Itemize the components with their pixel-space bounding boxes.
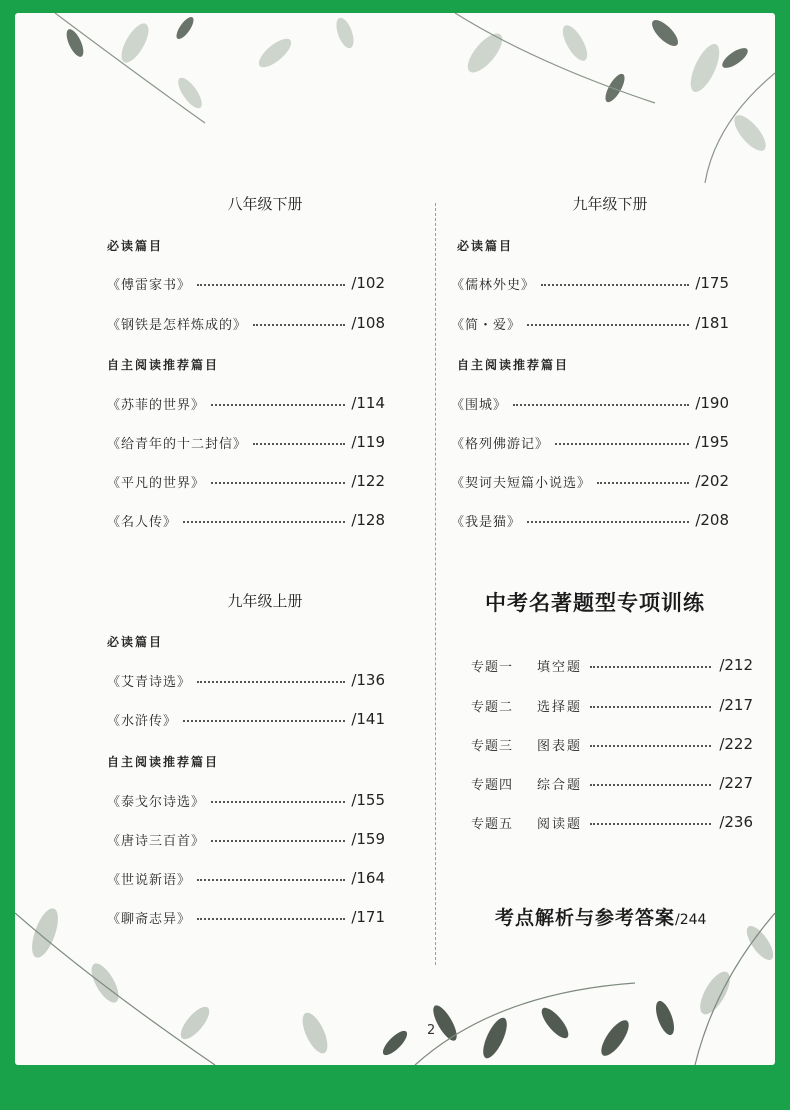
toc-item[interactable]: [451, 312, 729, 334]
toc-title: 《傅雷家书》: [107, 277, 192, 293]
toc-page: /102: [351, 274, 385, 292]
topic-item[interactable]: [471, 733, 753, 755]
toc-item[interactable]: [107, 708, 385, 730]
toc-title: 《儒林外史》: [451, 277, 536, 293]
required-label: 必读篇目: [107, 239, 164, 253]
dot-leader: [527, 521, 689, 523]
toc-page: /164: [351, 869, 385, 887]
page-number: 2: [427, 1023, 436, 1038]
toc-page: /190: [695, 394, 729, 412]
topic-number: 专题二: [471, 699, 514, 715]
topic-item[interactable]: [471, 694, 753, 716]
topic-item[interactable]: [471, 654, 753, 676]
dot-leader: [197, 918, 345, 920]
topic-item[interactable]: [471, 811, 753, 833]
required-label: 必读篇目: [457, 239, 514, 253]
answers-title: 考点解析与参考答案: [495, 907, 676, 929]
toc-page: /181: [695, 314, 729, 332]
toc-title: 《名人传》: [107, 514, 178, 530]
topic-name: 综合题: [537, 777, 583, 793]
toc-page: /122: [351, 472, 385, 490]
topic-name: 填空题: [537, 659, 583, 675]
toc-page: /119: [351, 433, 385, 451]
dot-leader: [211, 840, 345, 842]
topic-number: 专题三: [471, 738, 514, 754]
dot-leader: [541, 284, 689, 286]
dot-leader: [590, 745, 711, 747]
dot-leader: [597, 482, 689, 484]
toc-item[interactable]: [107, 867, 385, 889]
toc-page: /208: [695, 511, 729, 529]
recommended-label: 自主阅读推荐篇目: [107, 755, 220, 769]
toc-title: 《艾青诗选》: [107, 674, 192, 690]
section-heading-grade9-down: 九年级下册: [572, 195, 648, 213]
toc-title: 《聊斋志异》: [107, 911, 192, 927]
topic-item[interactable]: [471, 772, 753, 794]
toc-page: /141: [351, 710, 385, 728]
contents-page: [15, 13, 775, 1065]
toc-page: /114: [351, 394, 385, 412]
toc-item[interactable]: [107, 828, 385, 850]
toc-item[interactable]: [451, 431, 729, 453]
toc-item[interactable]: [451, 470, 729, 492]
dot-leader: [253, 324, 345, 326]
topic-page: /227: [719, 774, 753, 792]
dot-leader: [197, 681, 345, 683]
topic-number: 专题一: [471, 659, 514, 675]
toc-page: /136: [351, 671, 385, 689]
toc-item[interactable]: [451, 392, 729, 414]
toc-item[interactable]: [107, 669, 385, 691]
toc-item[interactable]: [451, 272, 729, 294]
column-divider: [435, 203, 436, 965]
topic-name: 阅读题: [537, 816, 583, 832]
leaf-decoration-top: [15, 13, 775, 203]
toc-title: 《我是猫》: [451, 514, 522, 530]
dot-leader: [253, 443, 345, 445]
topic-page: /222: [719, 735, 753, 753]
toc-title: 《平凡的世界》: [107, 475, 206, 491]
dot-leader: [183, 720, 345, 722]
dot-leader: [590, 823, 711, 825]
dot-leader: [183, 521, 345, 523]
toc-title: 《简・爱》: [451, 317, 522, 333]
toc-title: 《世说新语》: [107, 872, 192, 888]
dot-leader: [211, 404, 345, 406]
dot-leader: [555, 443, 689, 445]
dot-leader: [590, 706, 711, 708]
toc-page: /128: [351, 511, 385, 529]
dot-leader: [527, 324, 689, 326]
section-heading-grade8-down: 八年级下册: [227, 195, 303, 213]
recommended-label: 自主阅读推荐篇目: [107, 358, 220, 372]
toc-page: /195: [695, 433, 729, 451]
topic-page: /212: [719, 656, 753, 674]
leaf-decoration-bottom: [15, 873, 775, 1065]
toc-item[interactable]: [451, 509, 729, 531]
toc-title: 《契诃夫短篇小说选》: [451, 475, 592, 491]
topic-number: 专题四: [471, 777, 514, 793]
dot-leader: [197, 284, 345, 286]
toc-page: /159: [351, 830, 385, 848]
toc-page: /175: [695, 274, 729, 292]
dot-leader: [513, 404, 689, 406]
dot-leader: [211, 482, 345, 484]
toc-title: 《水浒传》: [107, 713, 178, 729]
dot-leader: [590, 784, 711, 786]
topic-name: 选择题: [537, 699, 583, 715]
toc-page: /108: [351, 314, 385, 332]
toc-item[interactable]: [107, 789, 385, 811]
answers-entry[interactable]: [495, 903, 706, 930]
toc-title: 《钢铁是怎样炼成的》: [107, 317, 248, 333]
toc-item[interactable]: [107, 470, 385, 492]
toc-item[interactable]: [107, 272, 385, 294]
toc-item[interactable]: [107, 906, 385, 928]
training-title: 中考名著题型专项训练: [485, 590, 705, 615]
dot-leader: [211, 801, 345, 803]
toc-item[interactable]: [107, 392, 385, 414]
toc-title: 《唐诗三百首》: [107, 833, 206, 849]
toc-item[interactable]: [107, 431, 385, 453]
toc-title: 《围城》: [451, 397, 508, 413]
topic-number: 专题五: [471, 816, 514, 832]
answers-page: /244: [675, 912, 707, 928]
toc-title: 《苏菲的世界》: [107, 397, 206, 413]
topic-page: /217: [719, 696, 753, 714]
toc-title: 《格列佛游记》: [451, 436, 550, 452]
toc-title: 《给青年的十二封信》: [107, 436, 248, 452]
recommended-label: 自主阅读推荐篇目: [457, 358, 570, 372]
toc-page: /155: [351, 791, 385, 809]
toc-title: 《泰戈尔诗选》: [107, 794, 206, 810]
dot-leader: [590, 666, 711, 668]
section-heading-grade9-up: 九年级上册: [227, 592, 303, 610]
topic-name: 图表题: [537, 738, 583, 754]
toc-page: /202: [695, 472, 729, 490]
dot-leader: [197, 879, 345, 881]
toc-item[interactable]: [107, 509, 385, 531]
topic-page: /236: [719, 813, 753, 831]
toc-item[interactable]: [107, 312, 385, 334]
required-label: 必读篇目: [107, 635, 164, 649]
toc-page: /171: [351, 908, 385, 926]
